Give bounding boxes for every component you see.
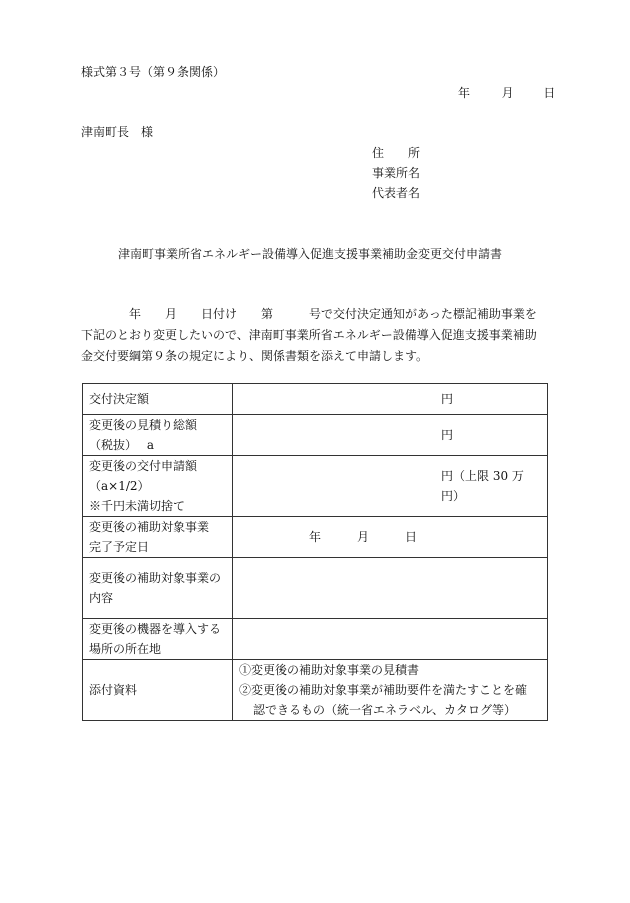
body-line-3: 金交付要綱第９条の規定により、関係書類を添えて申請します。 xyxy=(81,349,429,363)
form-number: 様式第３号（第９条関係） xyxy=(81,65,226,79)
table-row xyxy=(83,415,548,456)
application-amount-label: 変更後の交付申請額 （a×1/2） ※千円未満切捨て xyxy=(83,456,233,517)
table-row xyxy=(83,517,548,558)
attachments-value xyxy=(233,660,548,721)
date-day: 日 xyxy=(543,86,556,100)
project-content-value[interactable] xyxy=(233,558,548,619)
completion-date-label: 変更後の補助対象事業 完了予定日 xyxy=(83,517,233,558)
document-title: 津南町事業所省エネルギー設備導入促進支援事業補助金変更交付申請書 xyxy=(118,247,503,261)
application-amount-value[interactable]: 円（上限 30 万円） xyxy=(233,456,548,517)
location-value[interactable] xyxy=(233,619,548,660)
table-row xyxy=(83,384,548,415)
location-label: 変更後の機器を導入する 場所の所在地 xyxy=(83,619,233,660)
table-row xyxy=(83,456,548,517)
attachments-label: 添付資料 xyxy=(83,660,233,721)
estimate-total-value[interactable]: 円 xyxy=(233,415,548,456)
table-row xyxy=(83,660,548,721)
application-table xyxy=(82,383,548,721)
date-month: 月 xyxy=(501,86,514,100)
attachment-item-2: ②変更後の補助対象事業が補助要件を満たすことを確 xyxy=(239,683,528,697)
table-row xyxy=(83,558,548,619)
body-line-2: 下記のとおり変更したいので、津南町事業所省エネルギー設備導入促進支援事業補助 xyxy=(81,328,537,342)
address-label: 住 所 xyxy=(372,146,421,160)
body-text xyxy=(81,304,551,367)
decision-amount-label: 交付決定額 xyxy=(83,384,233,415)
body-line-1: 年 月 日付け 第 号で交付決定通知があった標記補助事業を xyxy=(81,307,537,321)
representative-label: 代表者名 xyxy=(372,186,421,200)
date-year: 年 xyxy=(458,86,471,100)
attachment-item-1: ①変更後の補助対象事業の見積書 xyxy=(239,663,420,677)
table-row xyxy=(83,619,548,660)
addressee: 津南町長 様 xyxy=(81,125,154,139)
estimate-total-label: 変更後の見積り総額 （税抜） a xyxy=(83,415,233,456)
decision-amount-value[interactable]: 円 xyxy=(233,384,548,415)
attachment-item-2-continued: 認できるもの（統一省エネラベル、カタログ等） xyxy=(253,703,517,717)
project-content-label: 変更後の補助対象事業の 内容 xyxy=(83,558,233,619)
completion-date-value[interactable]: 年 月 日 xyxy=(233,517,548,558)
business-name-label: 事業所名 xyxy=(372,166,421,180)
date-line xyxy=(458,87,555,99)
